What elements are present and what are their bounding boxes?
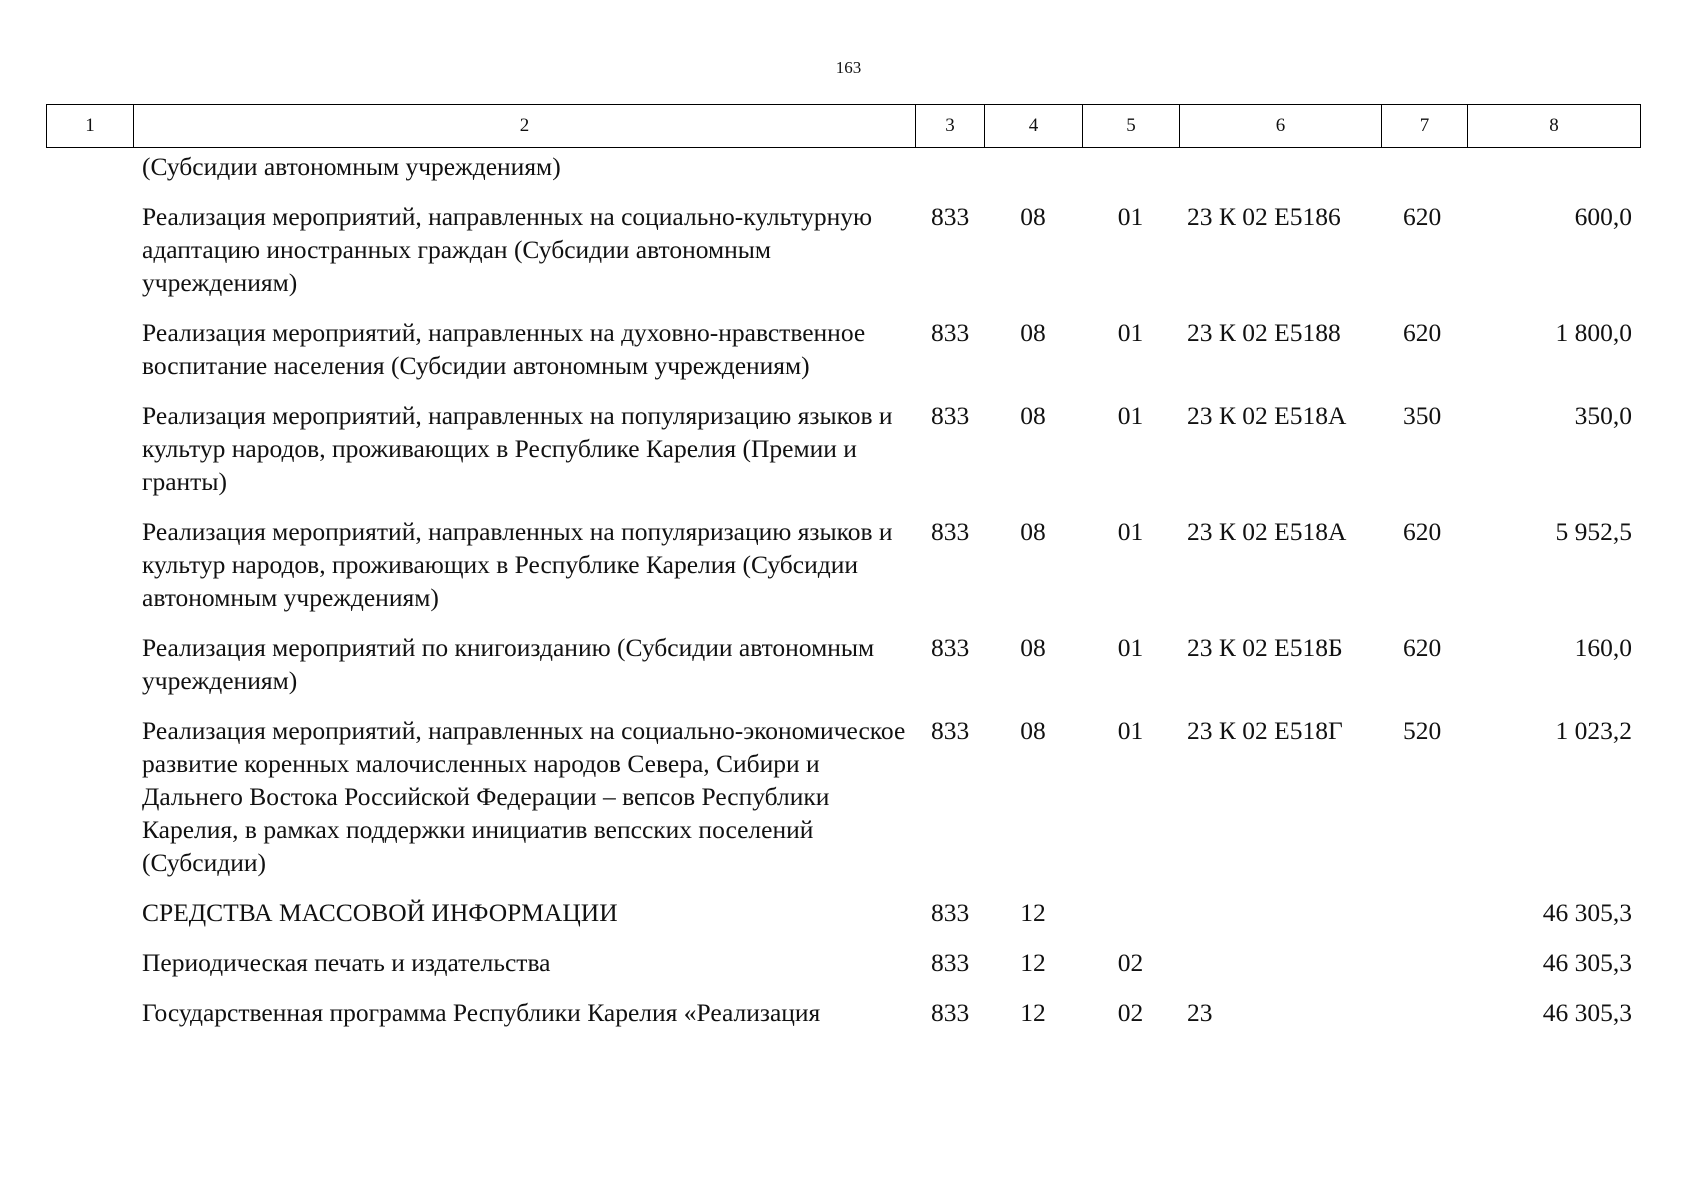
cell-target-article: 23 bbox=[1187, 998, 1213, 1027]
cell-expense-type bbox=[1381, 896, 1467, 946]
cell-subsection: 01 bbox=[1117, 716, 1144, 745]
cell-target-article: 23 К 02 Е5188 bbox=[1187, 318, 1341, 347]
row-description: (Субсидии автономным учреждениям) bbox=[142, 152, 561, 181]
row-description: Реализация мероприятий, направленных на популяризацию языков и культур народов, проживающих в Республике Карелия (Субсидии автономным учреждениям) bbox=[142, 517, 893, 612]
cell-subsection: 01 bbox=[1117, 202, 1144, 231]
cell-ministry-code: 833 bbox=[931, 898, 970, 927]
cell-subsection bbox=[1082, 150, 1179, 200]
cell-expense-type bbox=[1381, 996, 1467, 1046]
cell-amount: 160,0 bbox=[1574, 633, 1632, 662]
column-header-row bbox=[47, 105, 1641, 148]
cell-amount: 46 305,3 bbox=[1542, 948, 1632, 977]
table-row bbox=[46, 714, 1640, 896]
row-description: Периодическая печать и издательства bbox=[142, 948, 551, 977]
cell-ministry-code bbox=[915, 150, 984, 200]
cell-amount bbox=[1467, 150, 1640, 200]
column-header-7: 7 bbox=[1382, 105, 1468, 148]
cell-ministry-code: 833 bbox=[931, 401, 970, 430]
cell-amount: 46 305,3 bbox=[1542, 898, 1632, 927]
cell-section: 12 bbox=[1020, 998, 1046, 1027]
cell-amount: 1 800,0 bbox=[1555, 318, 1632, 347]
cell-ministry-code: 833 bbox=[931, 998, 970, 1027]
cell-section: 08 bbox=[1020, 318, 1046, 347]
cell-expense-type bbox=[1381, 150, 1467, 200]
cell-section: 08 bbox=[1020, 633, 1046, 662]
column-header-1: 1 bbox=[47, 105, 134, 148]
cell-section: 08 bbox=[1020, 517, 1046, 546]
cell-ministry-code: 833 bbox=[931, 202, 970, 231]
cell-section: 12 bbox=[1020, 948, 1046, 977]
cell-amount: 5 952,5 bbox=[1555, 517, 1632, 546]
row-description: СРЕДСТВА МАССОВОЙ ИНФОРМАЦИИ bbox=[142, 898, 618, 927]
cell-subsection: 01 bbox=[1117, 401, 1144, 430]
table-row bbox=[46, 631, 1640, 714]
cell-ministry-code: 833 bbox=[931, 633, 970, 662]
cell-subsection: 02 bbox=[1117, 998, 1144, 1027]
cell-target-article: 23 К 02 Е5186 bbox=[1187, 202, 1341, 231]
cell-ministry-code: 833 bbox=[931, 517, 970, 546]
cell-section: 08 bbox=[1020, 716, 1046, 745]
cell-amount: 46 305,3 bbox=[1542, 998, 1632, 1027]
page-number: 163 bbox=[835, 58, 862, 77]
cell-target-article: 23 К 02 Е518Г bbox=[1187, 716, 1343, 745]
cell-expense-type: 520 bbox=[1403, 716, 1442, 745]
table-row bbox=[46, 150, 1640, 200]
cell-subsection: 01 bbox=[1117, 633, 1144, 662]
cell-expense-type: 620 bbox=[1403, 633, 1442, 662]
cell-subsection: 01 bbox=[1117, 517, 1144, 546]
row-description: Реализация мероприятий, направленных на популяризацию языков и культур народов, проживающих в Республике Карелия (Премии и гранты) bbox=[142, 401, 893, 496]
cell-expense-type: 350 bbox=[1403, 401, 1442, 430]
cell-ministry-code: 833 bbox=[931, 318, 970, 347]
column-header-3: 3 bbox=[916, 105, 985, 148]
cell-target-article bbox=[1179, 896, 1381, 946]
cell-section: 08 bbox=[1020, 401, 1046, 430]
cell-ministry-code: 833 bbox=[931, 948, 970, 977]
cell-amount: 1 023,2 bbox=[1555, 716, 1632, 745]
cell-section: 08 bbox=[1020, 202, 1046, 231]
cell-section: 12 bbox=[1020, 898, 1046, 927]
table-row bbox=[46, 896, 1640, 946]
table-row bbox=[46, 399, 1640, 515]
budget-table-body bbox=[46, 150, 1640, 1046]
cell-target-article: 23 К 02 Е518А bbox=[1187, 517, 1347, 546]
cell-ministry-code: 833 bbox=[931, 716, 970, 745]
cell-target-article bbox=[1179, 946, 1381, 996]
table-row bbox=[46, 316, 1640, 399]
row-description: Государственная программа Республики Карелия «Реализация bbox=[142, 998, 821, 1027]
column-header-4: 4 bbox=[985, 105, 1083, 148]
cell-target-article bbox=[1179, 150, 1381, 200]
column-header-5: 5 bbox=[1083, 105, 1180, 148]
cell-section bbox=[984, 150, 1082, 200]
row-description: Реализация мероприятий, направленных на социально-культурную адаптацию иностранных граждан (Субсидии автономным учреждениям) bbox=[142, 202, 873, 297]
cell-subsection: 01 bbox=[1117, 318, 1144, 347]
table-row bbox=[46, 515, 1640, 631]
cell-subsection bbox=[1082, 896, 1179, 946]
cell-subsection: 02 bbox=[1117, 948, 1144, 977]
row-description: Реализация мероприятий, направленных на социально-экономическое развитие коренных малочисленных народов Севера, Сибири и Дальнего Востока Российской Федерации – вепсов Республики Карелия, в рамках поддержки инициатив вепсских поселений (Субсидии) bbox=[142, 716, 906, 877]
cell-expense-type: 620 bbox=[1403, 517, 1442, 546]
table-row bbox=[46, 200, 1640, 316]
table-row bbox=[46, 946, 1640, 996]
cell-expense-type: 620 bbox=[1403, 202, 1442, 231]
column-header-6: 6 bbox=[1180, 105, 1382, 148]
cell-amount: 600,0 bbox=[1574, 202, 1632, 231]
row-description: Реализация мероприятий, направленных на духовно-нравственное воспитание населения (Субсидии автономным учреждениям) bbox=[142, 318, 866, 380]
column-header-2: 2 bbox=[134, 105, 916, 148]
cell-amount: 350,0 bbox=[1574, 401, 1632, 430]
row-description: Реализация мероприятий по книгоизданию (Субсидии автономным учреждениям) bbox=[142, 633, 875, 695]
column-header-8: 8 bbox=[1468, 105, 1641, 148]
cell-target-article: 23 К 02 Е518Б bbox=[1187, 633, 1343, 662]
column-header-table bbox=[46, 104, 1641, 148]
cell-target-article: 23 К 02 Е518А bbox=[1187, 401, 1347, 430]
cell-expense-type: 620 bbox=[1403, 318, 1442, 347]
table-row bbox=[46, 996, 1640, 1046]
cell-expense-type bbox=[1381, 946, 1467, 996]
